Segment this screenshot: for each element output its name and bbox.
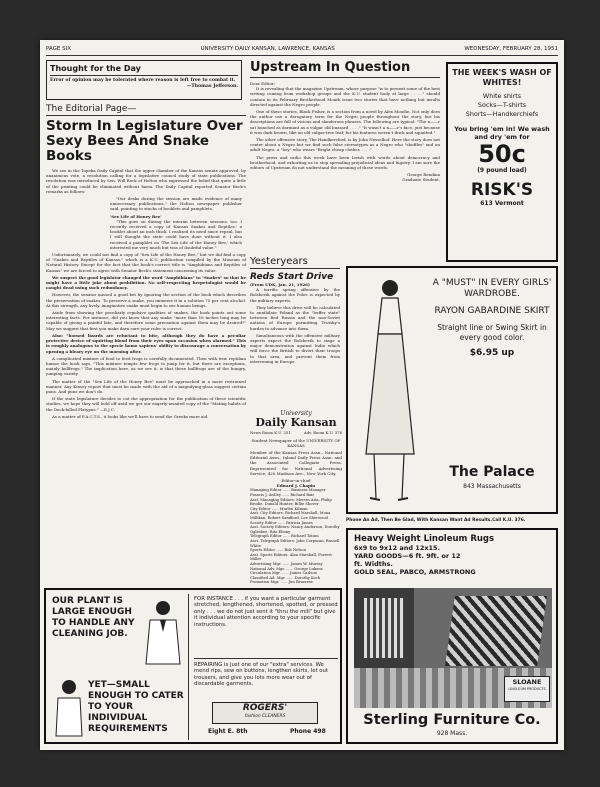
editorial-para: The matter of the "Sex Life of the Honey Bee" must be approached in a more restrained manner. Any Kinsey report that must be made with the aid of a magnifying-glass suggest certain puns. And puns we don't do. bbox=[46, 378, 246, 394]
staff-role: Asst. Sports Editors: Alan Marshall, Forrest Miller bbox=[250, 552, 332, 562]
editorial-para: Aside from showing the peculiarly repulsive qualities of snakes, the book points out some interesting facts. For instance, did you know that any snake "more than 16 inches long may be capable of giving a painful bite, and therefore some precaution against them may be desired?" May we suggest that first you make darn sure your ruler is correct. bbox=[46, 310, 246, 331]
rogers-address: Eight E. 8th bbox=[208, 728, 248, 735]
editorial-quote: "Our desks during the session are made evidence of many unnecessary publications," the Holton newspaper publisher said, pointing to stacks of booklets and pamphlets. bbox=[110, 196, 242, 212]
staff-role: Asst. Telegraph Editors: John Corporan, Russell White bbox=[250, 538, 340, 548]
classified-line: Phone An Ad, Then Be Glad, With Kansan Want Ad Results.Call K.U. 376. bbox=[346, 518, 526, 523]
editorial-quote-title: 'Sex Life of Honey Bee' bbox=[110, 213, 162, 219]
staff-role: Society Editor ...... Patricia James bbox=[250, 520, 313, 525]
staff-subtitle: Student Newspaper of the UNIVERSITY OF KANSAS bbox=[251, 437, 341, 448]
risks-headline: THE WEEK'S WASH OF WHITES! bbox=[452, 68, 552, 87]
letter-signature: George Rendina bbox=[407, 172, 440, 178]
sterling-brands: GOLD SEAL, PABCO, ARMSTRONG bbox=[354, 568, 476, 576]
editorial-column bbox=[46, 104, 246, 639]
paper-flag: Daily Kansan bbox=[255, 416, 337, 429]
newspaper-page bbox=[40, 40, 564, 750]
editorial-para: If the state legislature decides to cut the appropriation for the publication of these scientific studies, we hope they will hold off until we get our eagerly-awaited copy of the "Mating habits of the Duck-billed Platypus." —E.J.C. bbox=[46, 396, 246, 412]
risks-name: RISK'S bbox=[470, 180, 534, 200]
rogers-repairing: REPAIRING is just one of our "extra" services. We mend rips, sew on buttons, lengthen skirts, let out trousers, and give you lots more wear out of discardable garments. bbox=[194, 662, 328, 688]
risks-address: 613 Vermont bbox=[480, 200, 524, 207]
sterling-sizes: 6x9 to 9x12 and 12x15. bbox=[354, 544, 441, 552]
yesteryears-headline: Reds Start Drive bbox=[250, 272, 334, 282]
editorial-para: Also: "horned lizards are reluctant to bite, although they do have a peculiar protective device of squirting blood from their eyes upon occasion when alarmed." This is roughly analogous to the specie homo sapiens' ability to discourage a conversation by opening a bleary eye on the morning after. bbox=[46, 332, 246, 354]
issue-date: WEDNESDAY, FEBRUARY 28, 1951 bbox=[464, 46, 558, 52]
editorial-para: A complicated mixture of food to feed frogs is carefully documented. Then with true reptilian humor the book says, "This mixture tempts few frogs to jump for it, but there are exceptions, mainly bullfrogs." The implication here, as we see it, is that these bullfrogs are of the hungry, jumping variety. bbox=[46, 355, 246, 377]
palace-ad bbox=[346, 266, 558, 514]
risks-ad bbox=[446, 62, 558, 262]
staff-role: Classified Ad. Mgr. ...... Dorothy Koch bbox=[250, 575, 321, 580]
masthead bbox=[46, 44, 558, 56]
letter-salutation: Dear Editor: bbox=[250, 81, 276, 86]
letter-para: The other offensive story, The Handkerchief, is by John Nesselhof. Here the story does not center about a Negro but we find such false stereotypes as a Negro who "shuffles" and an adult Negro, a "boy" who wears "Bright cheap clothes . . . ." bbox=[250, 137, 440, 153]
sterling-address: 928 Mass. bbox=[436, 730, 468, 737]
yesteryears-dateline: (From UDK, Jan. 21, 1926) bbox=[250, 282, 310, 287]
palace-price: $6.95 up bbox=[469, 348, 515, 358]
editor-label: Editor-in-chief bbox=[281, 478, 311, 484]
palace-name: The Palace bbox=[449, 464, 535, 480]
risks-unit: (9 pound load) bbox=[477, 167, 527, 174]
risks-offer: You bring 'em in! We wash and dry 'em for bbox=[454, 125, 550, 141]
editor-name: Edward J. Chapin bbox=[276, 483, 316, 489]
room-photo bbox=[354, 588, 552, 708]
sterling-yard-goods: YARD GOODS—6 ft. 9ft. or 12 ft. Widths. bbox=[354, 552, 461, 568]
palace-desc: Straight line or Swing Skirt in every good color. bbox=[437, 323, 547, 342]
rogers-ad bbox=[44, 588, 342, 744]
rogers-logo-sub: fashion CLEANERS bbox=[244, 714, 286, 719]
sloane-logo-sub: LINOLEUM PRODUCTS bbox=[508, 687, 546, 691]
sloane-logo bbox=[504, 676, 550, 702]
editorial-para: However, the senator missed a good bet by ignoring the section of the book which describes the preservation of snakes. To preserve a snake, you immerse it in a solution 75 per cent alcohol. At this strength, any lively, imaginative snake must begin to see human beings. bbox=[46, 292, 246, 308]
editorial-quote: "This goes on during the interim between sessions, too. I recently received a copy of 'Kansas Snakes and Reptiles,' a booklet about an inch thick. I realized its need since repeal, but I still thought the state could have done without it. I also received a pamphlet on 'The Sex Life of the Honey Bee,' which interested me very much but was of doubtful value." bbox=[110, 218, 242, 250]
editorial-section: The Editorial Page— bbox=[46, 104, 137, 114]
tailor-illustration bbox=[52, 678, 86, 738]
staff-role: Asst. Society Editors: Nancy Anderson, Dorothy Oglesbee, Rita Ebony bbox=[250, 525, 340, 534]
staff-role: Asst. City Editors: Richard Marshall, Mona Millikan, Robert Sandford, Lee Sherwood bbox=[250, 511, 331, 520]
thought-title: Thought for the Day bbox=[50, 64, 141, 73]
yesteryears-para: A terrific spring offensive by the Bolshevik against the Poles is expected by the military experts. bbox=[250, 287, 340, 303]
sterling-ad bbox=[346, 528, 558, 744]
flag-top: University bbox=[280, 410, 312, 417]
palace-product: RAYON GABARDINE SKIRT bbox=[434, 306, 550, 316]
staff-role: City Editor ...... Marlen Kilman bbox=[250, 506, 308, 511]
clerk-illustration bbox=[142, 598, 184, 668]
yesteryears-title: Yesteryears bbox=[250, 256, 308, 267]
thought-quote: Error of opinion may be tolerated where reason is left free to combat it. bbox=[50, 78, 236, 83]
news-room: News Room K.U. 251 bbox=[250, 430, 291, 435]
staff-role: Promotion Mgr. ...... Jim Bruzzese bbox=[250, 580, 313, 585]
risks-item: Shorts—Handkerchiefs bbox=[465, 110, 539, 118]
letter-title: Upstream In Question bbox=[250, 60, 411, 75]
editorial-para: Unfortunately, we could not find a copy of "Sex Life of the Honey Bee," but we did find a copy of "Snakes and Reptiles of Kansas," which is a K.U. publication compiled by the Museum of Natural History. Except for the fact that the book's correct title is "Amphibians and Reptiles of Kansas" we are forced to agree with Senator Beck's statement concerning its value. bbox=[46, 252, 246, 273]
yesteryears-column bbox=[250, 256, 340, 406]
rogers-left-sub: YET—SMALL ENOUGH TO CATER TO YOUR INDIVIDUAL REQUIREMENTS bbox=[88, 680, 184, 734]
letter-para: One of these stories, Black Fisher, is a section from a novel by Alex Moodie. Not only does the author use a derogatory term for the Negro people throughout the story, but his descriptions are full of vicious and slanderous phrases. The following are typical: "The n——r sat hunched as dormant as a vulgar old buzzard . . . ." "It wasn't a n——r's face, just because it was dark brown, like an old calgas-tree leaf; for his features weren't thick and squatted." bbox=[250, 109, 440, 135]
letter-signature-title: Graduate Student. bbox=[402, 177, 440, 183]
palace-address: 843 Massachusetts bbox=[463, 483, 521, 490]
editorial-para: As a matter of F.A.C.T.S., it looks like we'll have to send the Greeks more aid. bbox=[52, 413, 209, 419]
editorial-para: We see in the Topeka Daily Capital that the upper chamber of the Kansas senate approved, by unanimous vote, a resolution calling for a legislative council study of state publications. The resolution was introduced by Sen. Will Beck of Holton who expressed the belief that quite a little of the printing could be eliminated without harm. The Daily Capital reported Senator Beck's remarks as follows: bbox=[46, 168, 246, 194]
risks-item: Socks—T-shirts bbox=[477, 101, 527, 109]
rogers-logo-text: ROGERS' bbox=[242, 703, 288, 713]
staff-role: Francis J. Ardley ...... Richard Bair bbox=[250, 493, 315, 498]
risks-item: White shirts bbox=[482, 92, 522, 100]
letter-para: The press and radio this week have been lavish with words about democracy and brotherhood, and exhorting us to stop spreading prejudicial ideas and bigotry. I am sure the editors of Upstream do not understand the meaning of these words. bbox=[250, 154, 440, 171]
staff-role: Managing Editor ...... Business Manager bbox=[250, 488, 326, 493]
staff-role: Circulation Mgr. ...... James Carlson bbox=[250, 571, 317, 576]
risks-price: 50c bbox=[478, 140, 526, 168]
staff-role: National Adv. Mgr. ...... George Lukens bbox=[250, 566, 323, 571]
letter-para: It is revealing that the magazine Upstream, whose purpose "is to present some of the best writing coming from workshop groups and the K.U. student body at large . . . ." should contain in its February Brotherhood Month issue two stories that have nothing but insults directed against the Negro people. bbox=[250, 86, 440, 107]
staff-role: Asst. Managing Editors: Mervin Aria, Philip Brodie, Donald Hunter, Billie Shover bbox=[250, 497, 332, 507]
editorial-para: We suspect the good legislator changed the word "Amphibians" to "Snakes" so that he might have a little joke about prohibition. No self-respecting herpetologist would be caught dead using such redundancy. bbox=[46, 274, 246, 291]
letter-column bbox=[250, 60, 440, 252]
rogers-logo bbox=[212, 702, 318, 724]
page-number: PAGE SIX bbox=[46, 46, 71, 52]
staff-role: Advertising Mgr. ...... James W. Murray bbox=[250, 561, 323, 566]
sterling-name: Sterling Furniture Co. bbox=[363, 712, 541, 728]
editorial-headline: Storm In Legislature Over Sexy Bees And Snake Books bbox=[46, 118, 243, 164]
rogers-instance: FOR INSTANCE . . . if you want a particular garment stretched, lengthened, shortened, spotted, or pressed only . . . we do not just sent it "thru the mill" but give it individual attention according to your specific instructions. bbox=[194, 596, 338, 628]
staff-role: Telegraph Editor ...... Richard Tatum bbox=[250, 534, 319, 539]
yesteryears-para: They believe this drive will be calculated to annihilate Poland as the "buffer state" between Red Russia and the non-Soviet nations of Europe permitting Trotsky's hordes to advance into them. bbox=[250, 304, 340, 331]
adv-room: Adv. Room K.U. 376 bbox=[303, 430, 342, 435]
sterling-headline: Heavy Weight Linoleum Rugs bbox=[354, 534, 495, 544]
yesteryears-para: Simultaneous with the offensive military experts expect the Bolshevik to stage a major demonstration against India which will force the British to divert their troops to that area, and prevent them from intervening in Europe. bbox=[250, 332, 340, 364]
thought-box bbox=[46, 60, 242, 100]
staff-member: Member of the Kansas Press Assn., National Editorial Assn., Inland Daily Press Assn. and the Associated Collegiate Press. Represented for National Advertising Service, 420 Madison Ave., New York City. bbox=[250, 450, 342, 476]
rogers-left-headline: OUR PLANT IS LARGE ENOUGH TO HANDLE ANY CLEANING JOB. bbox=[52, 596, 135, 639]
rogers-phone: Phone 498 bbox=[290, 728, 326, 735]
thought-author: —Thomas Jefferson. bbox=[186, 83, 238, 89]
sloane-logo-text: SLOANE bbox=[512, 678, 542, 686]
paper-title: UNIVERSITY DAILY KANSAN, LAWRENCE, KANSAS bbox=[200, 46, 335, 52]
skirt-illustration bbox=[354, 274, 424, 506]
staff-role: Sports Editor ...... Bob Nelson bbox=[250, 548, 307, 553]
palace-headline: A "MUST" IN EVERY GIRLS' WARDROBE. bbox=[432, 278, 552, 299]
